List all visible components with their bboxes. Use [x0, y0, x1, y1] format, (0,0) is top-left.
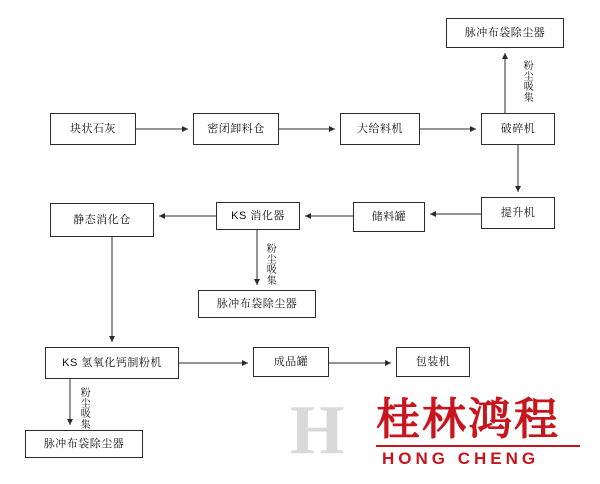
- node-storage-tank[interactable]: [353, 202, 425, 232]
- node-crusher[interactable]: [481, 113, 555, 145]
- node-large-feeder[interactable]: [340, 113, 420, 145]
- node-label: 脉冲布袋除尘器: [216, 297, 298, 310]
- node-ks-digester[interactable]: [216, 202, 300, 230]
- node-pulse-bag-dust-collector-middle[interactable]: [198, 290, 316, 318]
- edge-label-dust-collection-top: 粉尘吸集: [523, 61, 535, 104]
- node-sealed-discharge-bin[interactable]: [193, 113, 279, 145]
- node-label: 块状石灰: [70, 122, 116, 135]
- node-label: 成品罐: [273, 355, 309, 368]
- node-label: 储料罐: [371, 210, 407, 223]
- brand-pinyin: HONG CHENG: [382, 449, 540, 468]
- node-label: 大给料机: [357, 122, 403, 135]
- node-label: 包装机: [415, 355, 451, 368]
- logo-mark: H: [290, 392, 345, 469]
- node-label: 密闭卸料仓: [207, 122, 265, 135]
- node-label: KS 氢氧化钙制粉机: [62, 356, 162, 369]
- node-product-tank[interactable]: [253, 347, 329, 377]
- edge-label-dust-collection-bottom: 粉尘吸集: [80, 388, 92, 431]
- node-label: 脉冲布袋除尘器: [464, 26, 546, 39]
- node-packing-machine[interactable]: [396, 347, 470, 377]
- brand-name: 桂林鸿程: [376, 395, 560, 444]
- node-label: 脉冲布袋除尘器: [43, 437, 125, 450]
- brand-divider: [376, 445, 580, 447]
- node-block-lime[interactable]: [50, 113, 136, 145]
- node-static-digestion-silo[interactable]: [50, 203, 154, 237]
- node-pulse-bag-dust-collector-top[interactable]: [446, 18, 564, 48]
- node-label: 静态消化仓: [73, 213, 131, 226]
- node-ks-calcium-hydroxide-mill[interactable]: [45, 347, 179, 379]
- node-label: 破碎机: [500, 122, 536, 135]
- node-label: 提升机: [500, 206, 536, 219]
- node-pulse-bag-dust-collector-bottom[interactable]: [25, 430, 143, 458]
- company-watermark: [290, 392, 586, 478]
- edge-label-dust-collection-middle: 粉尘吸集: [266, 244, 278, 287]
- node-elevator[interactable]: [481, 197, 555, 229]
- node-label: KS 消化器: [231, 209, 285, 222]
